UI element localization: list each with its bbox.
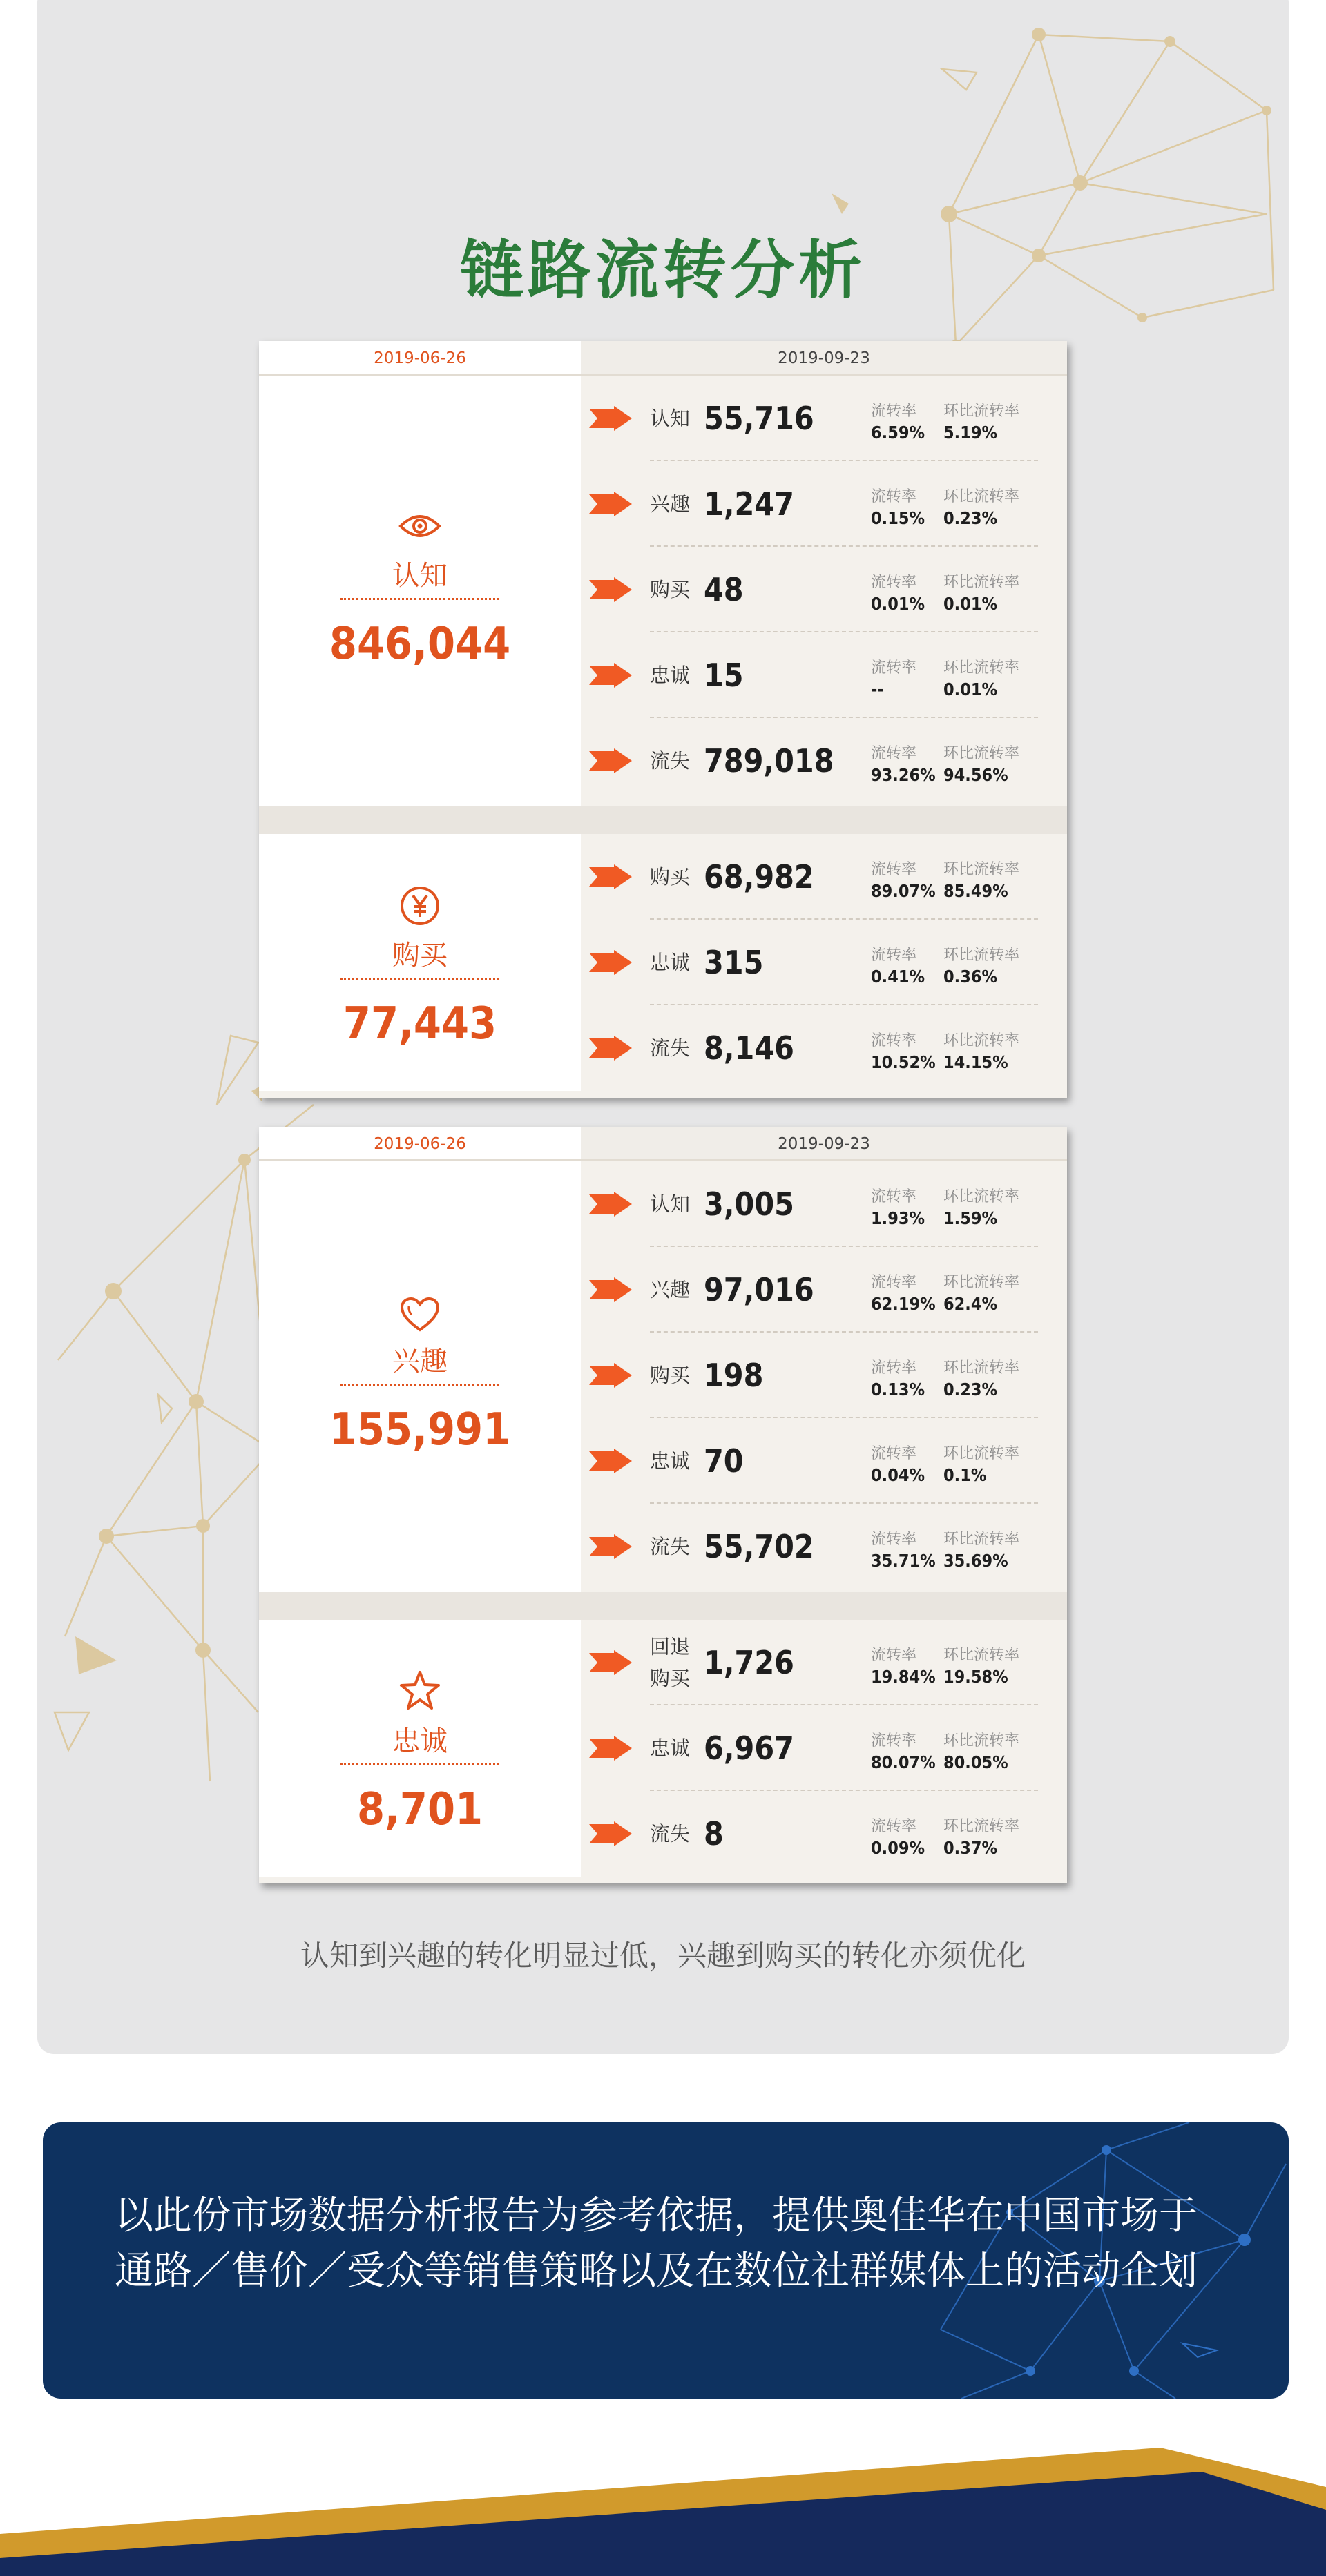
rate-label: 流转率: [871, 1732, 917, 1750]
mom-rate-label: 环比流转率: [943, 947, 1020, 964]
row-value: 6,967: [704, 1730, 794, 1767]
rate-value: 0.41%: [871, 967, 925, 987]
rate-value: 80.07%: [871, 1752, 936, 1772]
rate-value: 35.71%: [871, 1551, 936, 1571]
rate-value: 0.13%: [871, 1379, 925, 1400]
page-title: 链路流转分析: [459, 233, 866, 307]
arrow-right-icon: [589, 492, 632, 516]
row-value: 70: [704, 1442, 744, 1480]
rate-label: 流转率: [871, 861, 917, 878]
arrow-right-icon: [589, 577, 632, 602]
row-label: 流失: [650, 1036, 691, 1060]
row-label: 购买: [650, 1364, 691, 1387]
date-end: 2019-09-23: [581, 341, 1067, 376]
mom-rate-label: 环比流转率: [943, 1274, 1020, 1291]
arrow-right-icon: [589, 864, 632, 889]
funnel-card-2: [259, 1127, 1067, 1883]
stage-label: 忠诚: [392, 1725, 448, 1757]
star-icon: [259, 1669, 581, 1714]
mom-rate-label: 环比流转率: [943, 659, 1020, 677]
rate-label: 流转率: [871, 745, 917, 762]
mom-rate-value: 94.56%: [943, 765, 1008, 785]
stage-summary-loyalty: [259, 1620, 581, 1877]
flow-row: [581, 547, 1067, 632]
stage-summary-awareness: [259, 376, 581, 806]
mom-rate-label: 环比流转率: [943, 403, 1020, 420]
mom-rate-label: 环比流转率: [943, 1032, 1020, 1049]
row-value: 48: [704, 571, 744, 608]
mom-rate-value: 0.36%: [943, 967, 998, 987]
rate-label: 流转率: [871, 947, 917, 964]
rate-value: 19.84%: [871, 1667, 936, 1687]
stage-label: 购买: [392, 940, 448, 971]
date-start: 2019-06-26: [374, 349, 466, 367]
row-label: 忠诚: [650, 1736, 691, 1760]
rate-label: 流转率: [871, 1032, 917, 1049]
stage-label: 兴趣: [392, 1346, 448, 1377]
rate-value: --: [871, 679, 884, 699]
footer-bands: [0, 2430, 1326, 2576]
rate-label: 流转率: [871, 1359, 917, 1377]
stage-summary-interest: [259, 1161, 581, 1592]
yen-icon: [259, 885, 581, 929]
flow-row: [581, 1247, 1067, 1333]
mom-rate-label: 环比流转率: [943, 488, 1020, 505]
mom-rate-label: 环比流转率: [943, 1188, 1020, 1205]
mom-rate-label: 环比流转率: [943, 1818, 1020, 1835]
row-label: 忠诚: [650, 1449, 691, 1473]
eye-icon: [259, 511, 581, 544]
mom-rate-label: 环比流转率: [943, 861, 1020, 878]
row-label: 购买: [650, 865, 691, 889]
mom-rate-value: 5.19%: [943, 423, 998, 443]
row-label: 流失: [650, 749, 691, 773]
mom-rate-value: 80.05%: [943, 1752, 1008, 1772]
stage-breakdown-interest: [581, 1161, 1067, 1592]
row-label: 认知: [650, 407, 691, 430]
rate-value: 93.26%: [871, 765, 936, 785]
arrow-right-icon: [589, 1534, 632, 1559]
row-value: 1,247: [704, 485, 794, 523]
stage-label: 认知: [392, 560, 448, 592]
mom-rate-label: 环比流转率: [943, 1531, 1020, 1548]
row-value: 198: [704, 1357, 764, 1394]
rate-value: 0.09%: [871, 1838, 925, 1858]
rate-label: 流转率: [871, 1818, 917, 1835]
flow-row: [581, 1620, 1067, 1705]
rate-value: 10.52%: [871, 1052, 936, 1072]
row-label: 忠诚: [650, 664, 691, 687]
mom-rate-value: 85.49%: [943, 881, 1008, 901]
arrow-right-icon: [589, 1192, 632, 1217]
stage-summary-purchase: [259, 834, 581, 1091]
row-label: 流失: [650, 1535, 691, 1558]
arrow-right-icon: [589, 950, 632, 975]
arrow-right-icon: [589, 1449, 632, 1473]
arrow-right-icon: [589, 406, 632, 431]
row-value: 8,146: [704, 1029, 794, 1067]
row-value: 3,005: [704, 1185, 794, 1223]
flow-row: [581, 1333, 1067, 1418]
section-separator: [259, 806, 1067, 834]
flow-row: [581, 1161, 1067, 1247]
arrow-right-icon: [589, 663, 632, 688]
mom-rate-label: 环比流转率: [943, 1647, 1020, 1664]
rate-value: 1.93%: [871, 1208, 925, 1228]
analysis-caption: 认知到兴趣的转化明显过低，兴趣到购买的转化亦须优化: [300, 1939, 1026, 1973]
rate-label: 流转率: [871, 1647, 917, 1664]
mom-rate-value: 0.1%: [943, 1465, 987, 1485]
rate-label: 流转率: [871, 1531, 917, 1548]
rate-value: 6.59%: [871, 423, 925, 443]
rate-label: 流转率: [871, 1188, 917, 1205]
rate-label: 流转率: [871, 1445, 917, 1462]
flow-row: [581, 632, 1067, 718]
rate-label: 流转率: [871, 1274, 917, 1291]
mom-rate-value: 0.23%: [943, 508, 998, 528]
row-value: 789,018: [704, 742, 834, 779]
rate-label: 流转率: [871, 488, 917, 505]
flow-row: [581, 1705, 1067, 1791]
flow-row: [581, 718, 1067, 804]
date-start: 2019-06-26: [374, 1135, 466, 1153]
flow-row: [581, 1504, 1067, 1589]
rate-label: 流转率: [871, 574, 917, 591]
card-header: [259, 341, 1067, 376]
mom-rate-value: 19.58%: [943, 1667, 1008, 1687]
stage-total: 77,443: [343, 998, 497, 1049]
row-label: 忠诚: [650, 951, 691, 974]
stage-total: 8,701: [356, 1784, 483, 1835]
mom-rate-label: 环比流转率: [943, 745, 1020, 762]
stage-breakdown-awareness: [581, 376, 1067, 806]
funnel-card-1: [259, 341, 1067, 1098]
rate-value: 89.07%: [871, 881, 936, 901]
rate-label: 流转率: [871, 403, 917, 420]
mom-rate-label: 环比流转率: [943, 1359, 1020, 1377]
row-label: 兴趣: [650, 492, 691, 516]
row-value: 1,726: [704, 1644, 794, 1681]
mom-rate-value: 14.15%: [943, 1052, 1008, 1072]
stage-divider: [340, 1763, 499, 1765]
mom-rate-value: 0.01%: [943, 594, 998, 614]
stage-breakdown-loyalty: [581, 1620, 1067, 1877]
mom-rate-value: 62.4%: [943, 1294, 998, 1314]
mom-rate-value: 0.23%: [943, 1379, 998, 1400]
rate-value: 0.01%: [871, 594, 925, 614]
flow-row: [581, 920, 1067, 1005]
arrow-right-icon: [589, 1650, 632, 1675]
flow-row: [581, 1005, 1067, 1091]
row-label: 购买: [650, 578, 691, 601]
rate-value: 0.15%: [871, 508, 925, 528]
mom-rate-value: 1.59%: [943, 1208, 998, 1228]
flow-row: [581, 1791, 1067, 1877]
row-label: 回退购买: [650, 1635, 691, 1690]
mom-rate-value: 0.37%: [943, 1838, 998, 1858]
row-value: 15: [704, 657, 744, 694]
rate-label: 流转率: [871, 659, 917, 677]
rate-value: 0.04%: [871, 1465, 925, 1485]
card-header: [259, 1127, 1067, 1161]
mom-rate-label: 环比流转率: [943, 574, 1020, 591]
row-label: 兴趣: [650, 1278, 691, 1301]
row-value: 55,716: [704, 400, 814, 437]
heart-icon: [259, 1297, 581, 1335]
arrow-right-icon: [589, 1277, 632, 1302]
stage-total: 846,044: [329, 619, 511, 670]
rate-value: 62.19%: [871, 1294, 936, 1314]
stage-total: 155,991: [329, 1404, 511, 1455]
conclusion-text: 以此份市场数据分析报告为参考依据，提供奥佳华在中国市场于通路／售价／受众等销售策略以及在数位社群媒体上的活动企划: [115, 2194, 1198, 2294]
mom-rate-label: 环比流转率: [943, 1732, 1020, 1750]
arrow-right-icon: [589, 748, 632, 773]
row-value: 97,016: [704, 1271, 814, 1308]
flow-row: [581, 461, 1067, 547]
flow-row: [581, 376, 1067, 461]
row-value: 55,702: [704, 1528, 814, 1565]
flow-row: [581, 834, 1067, 920]
arrow-right-icon: [589, 1736, 632, 1761]
stage-divider: [340, 978, 499, 980]
section-separator: [259, 1592, 1067, 1620]
mom-rate-label: 环比流转率: [943, 1445, 1020, 1462]
stage-breakdown-purchase: [581, 834, 1067, 1091]
row-label: 认知: [650, 1192, 691, 1216]
date-end: 2019-09-23: [581, 1127, 1067, 1161]
mom-rate-value: 35.69%: [943, 1551, 1008, 1571]
row-value: 8: [704, 1815, 724, 1852]
arrow-right-icon: [589, 1821, 632, 1846]
conclusion-panel: [43, 2122, 1289, 2399]
row-label: 流失: [650, 1822, 691, 1846]
row-value: 68,982: [704, 858, 814, 895]
flow-row: [581, 1418, 1067, 1504]
stage-divider: [340, 598, 499, 600]
arrow-right-icon: [589, 1036, 632, 1061]
arrow-right-icon: [589, 1363, 632, 1388]
mom-rate-value: 0.01%: [943, 679, 998, 699]
row-value: 315: [704, 944, 764, 981]
stage-divider: [340, 1384, 499, 1386]
